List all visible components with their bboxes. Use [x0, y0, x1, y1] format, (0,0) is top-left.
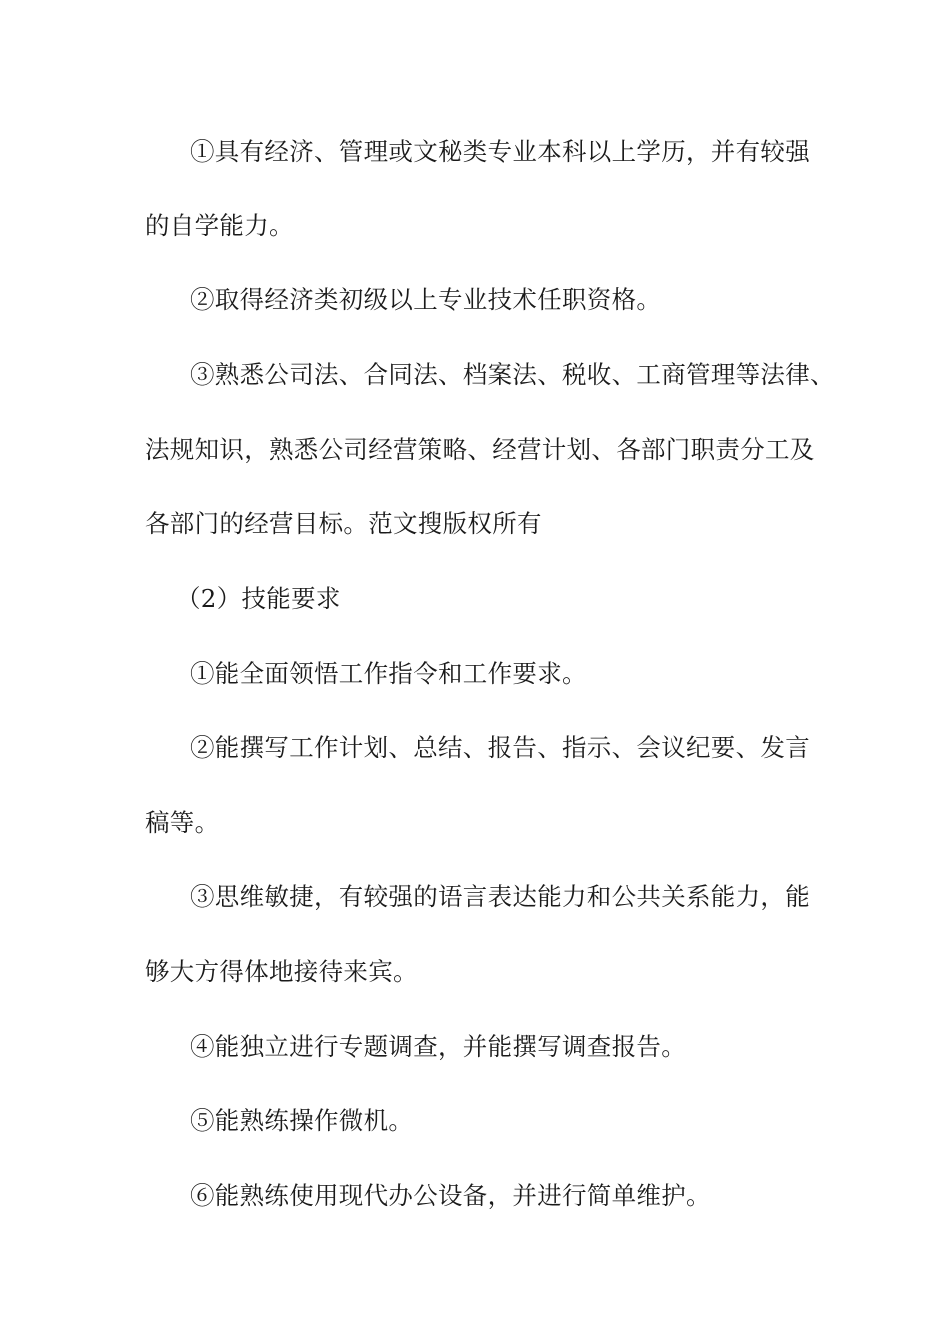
section-heading: （2）技能要求	[176, 584, 341, 613]
paragraph-line: ⑥能熟练使用现代办公设备，并进行简单维护。	[190, 1181, 711, 1210]
paragraph-line: ③熟悉公司法、合同法、档案法、税收、工商管理等法律、	[190, 360, 835, 389]
paragraph-line: 法规知识，熟悉公司经营策略、经营计划、各部门职责分工及	[145, 435, 815, 464]
paragraph-line: ②能撰写工作计划、总结、报告、指示、会议纪要、发言	[190, 733, 810, 762]
paragraph-line: ①具有经济、管理或文秘类专业本科以上学历，并有较强	[190, 137, 810, 166]
paragraph-line: ⑤能熟练操作微机。	[190, 1106, 414, 1135]
paragraph-line: ①能全面领悟工作指令和工作要求。	[190, 659, 587, 688]
paragraph-line: 的自学能力。	[145, 211, 294, 240]
paragraph-line: 够大方得体地接待来宾。	[145, 957, 418, 986]
paragraph-line: ④能独立进行专题调查，并能撰写调查报告。	[190, 1032, 686, 1061]
paragraph-line: 各部门的经营目标。范文搜版权所有	[145, 509, 542, 538]
paragraph-line: 稿等。	[145, 808, 220, 837]
paragraph-line: ③思维敏捷，有较强的语言表达能力和公共关系能力，能	[190, 882, 810, 911]
paragraph-line: ②取得经济类初级以上专业技术任职资格。	[190, 285, 662, 314]
